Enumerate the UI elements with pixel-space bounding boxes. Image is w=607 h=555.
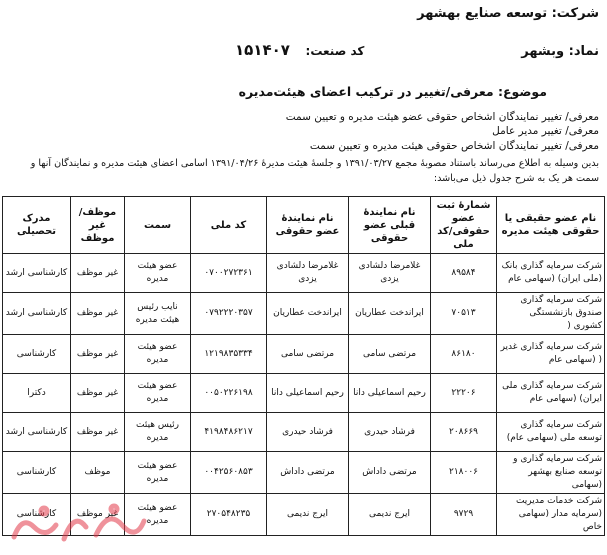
table-cell: ایراندخت عطاریان bbox=[267, 293, 349, 335]
sub-item: معرفی/ تغییر مدیر عامل bbox=[492, 125, 599, 137]
table-cell: شرکت سرمایه گذاری توسعه ملی (سهامی عام) bbox=[497, 413, 605, 452]
table-cell: کارشناسی bbox=[3, 494, 71, 536]
table-cell: فرشاد حیدری bbox=[349, 413, 431, 452]
table-cell: ۱۲۱۹۸۳۵۳۳۴ bbox=[191, 335, 267, 374]
subject-title: موضوع: معرفی/تغییر در ترکیب اعضای هیئت‌مدیره bbox=[238, 84, 547, 99]
table-cell: ۲۱۸۰۰۶ bbox=[431, 452, 497, 494]
table-cell: شرکت خدمات مدیریت (سرمایه مدار (سهامی خاص bbox=[497, 494, 605, 536]
industry-code bbox=[235, 40, 364, 59]
column-header: نام عضو حقیقی یا حقوقی هیئت مدیره bbox=[497, 197, 605, 254]
table-row bbox=[3, 335, 605, 374]
table-cell: ۴۱۹۸۴۸۶۲۱۷ bbox=[191, 413, 267, 452]
table-cell: غیر موظف bbox=[71, 293, 125, 335]
table-cell: شرکت سرمایه گذاری بانک (ملی ایران) (سهامی عام bbox=[497, 254, 605, 293]
table-cell: غلامرضا دلشادی یزدی bbox=[349, 254, 431, 293]
table-cell: مرتضی سامی bbox=[267, 335, 349, 374]
table-cell: ۹۷۲۹ bbox=[431, 494, 497, 536]
table-cell: غیر موظف bbox=[71, 413, 125, 452]
table-cell: کارشناسی ارشد bbox=[3, 413, 71, 452]
table-cell: ۷۰۵۱۳ bbox=[431, 293, 497, 335]
table-cell: رحیم اسماعیلی دانا bbox=[267, 374, 349, 413]
table-row bbox=[3, 374, 605, 413]
column-header: سمت bbox=[125, 197, 191, 254]
table-cell: موظف bbox=[71, 452, 125, 494]
table-cell: ۰۷۹۲۲۲۰۳۵۷ bbox=[191, 293, 267, 335]
table-cell: عضو هیئت مدیره bbox=[125, 494, 191, 536]
sub-item: معرفی/ تغییر نمایندگان اشخاص حقوقی هیئت مدیره و تعیین سمت bbox=[309, 140, 599, 152]
table-cell: ۰۰۴۲۵۶۰۸۵۳ bbox=[191, 452, 267, 494]
table-cell: کارشناسی ارشد bbox=[3, 293, 71, 335]
table-cell: غیر موظف bbox=[71, 335, 125, 374]
table-cell: رحیم اسماعیلی دانا bbox=[349, 374, 431, 413]
intro-paragraph: بدین وسیله به اطلاع می‌رساند باستناد مصوبهٔ مجمع ۱۳۹۱/۰۳/۲۷ و جلسهٔ هیئت مدیرهٔ ۱۳۹۱/۰۴/۲۶ اسامی اعضای هیئت مدیره و نمایندگان آنها و سمت هر یک به شرح جدول ذیل می‌باشد: bbox=[30, 158, 599, 184]
table-cell: ایرج ندیمی bbox=[349, 494, 431, 536]
table-cell: رئیس هیئت مدیره bbox=[125, 413, 191, 452]
board-members-table bbox=[2, 196, 605, 536]
table-cell: فرشاد حیدری bbox=[267, 413, 349, 452]
industry-code-label: کد صنعت: bbox=[305, 44, 365, 58]
table-cell: ۰۷۰۰۲۷۲۳۶۱ bbox=[191, 254, 267, 293]
column-header: نام نمایندهٔ عضو حقوقی bbox=[267, 197, 349, 254]
table-cell: ایرج ندیمی bbox=[267, 494, 349, 536]
ticker-symbol: نماد: وبشهر bbox=[521, 44, 599, 59]
table-cell: مرتضی سامی bbox=[349, 335, 431, 374]
column-header: موظف/غیر موظف bbox=[71, 197, 125, 254]
table-row bbox=[3, 452, 605, 494]
table-cell: ایراندخت عطاریان bbox=[349, 293, 431, 335]
sub-item: معرفی/ تغییر نمایندگان اشخاص حقوقی عضو هیئت مدیره و تعیین سمت bbox=[285, 111, 599, 123]
table-cell: غیر موظف bbox=[71, 254, 125, 293]
table-cell: مرتضی داداش bbox=[267, 452, 349, 494]
column-header: شمارهٔ ثبت عضو حقوقی/کد ملی bbox=[431, 197, 497, 254]
table-cell: عضو هیئت مدیره bbox=[125, 374, 191, 413]
table-cell: عضو هیئت مدیره bbox=[125, 335, 191, 374]
table-cell: دکترا bbox=[3, 374, 71, 413]
table-cell: کارشناسی ارشد bbox=[3, 254, 71, 293]
table-row bbox=[3, 494, 605, 536]
table-cell: شرکت سرمایه گذاری ملی ایران) (سهامی عام bbox=[497, 374, 605, 413]
table-row bbox=[3, 293, 605, 335]
table-cell: ۲۷۰۵۴۸۲۳۵ bbox=[191, 494, 267, 536]
table-cell: کارشناسی bbox=[3, 335, 71, 374]
column-header: نام نمایندهٔ قبلی عضو حقوقی bbox=[349, 197, 431, 254]
table-cell: ۲۰۸۶۶۹ bbox=[431, 413, 497, 452]
table-cell: کارشناسی bbox=[3, 452, 71, 494]
table-cell: شرکت سرمایه گذاری و توسعه صنایع بهشهر (سهامی bbox=[497, 452, 605, 494]
column-header: کد ملی bbox=[191, 197, 267, 254]
table-header-row bbox=[3, 197, 605, 254]
table-cell: عضو هیئت مدیره bbox=[125, 452, 191, 494]
table-cell: غلامرضا دلشادی یزدی bbox=[267, 254, 349, 293]
table-cell: غیر موظف bbox=[71, 494, 125, 536]
table-cell: ۸۶۱۸۰ bbox=[431, 335, 497, 374]
company-name: شرکت: توسعه صنایع بهشهر bbox=[417, 6, 599, 21]
table-row bbox=[3, 413, 605, 452]
table-cell: عضو هیئت مدیره bbox=[125, 254, 191, 293]
column-header: مدرک تحصیلی bbox=[3, 197, 71, 254]
table-row bbox=[3, 254, 605, 293]
table-cell: شرکت سرمایه گذاری صندوق بازنشستگی کشوری ( bbox=[497, 293, 605, 335]
table-cell: ۸۹۵۸۴ bbox=[431, 254, 497, 293]
industry-code-value: ۱۵۱۴۰۷ bbox=[235, 41, 290, 59]
table-cell: مرتضی داداش bbox=[349, 452, 431, 494]
table-cell: ۲۲۲۰۶ bbox=[431, 374, 497, 413]
table-cell: نایب رئیس هیئت مدیره bbox=[125, 293, 191, 335]
table-cell: ۰۰۵۰۲۲۶۱۹۸ bbox=[191, 374, 267, 413]
table-cell: شرکت سرمایه گذاری غدیر ( (سهامی عام bbox=[497, 335, 605, 374]
table-cell: غیر موظف bbox=[71, 374, 125, 413]
